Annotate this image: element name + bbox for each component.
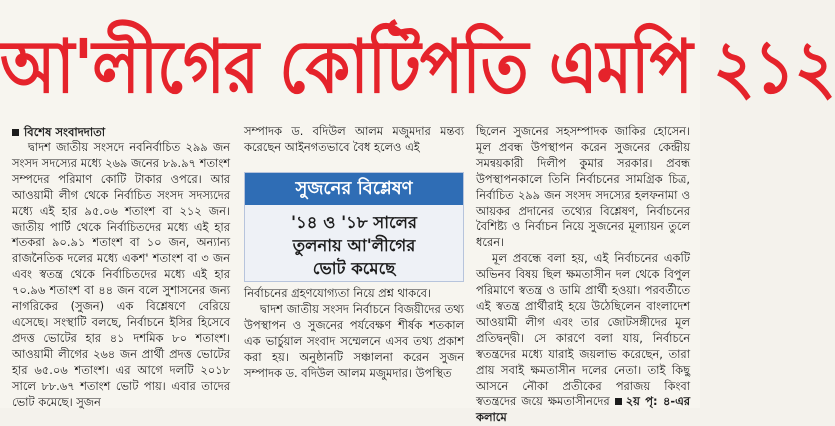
byline-text: বিশেষ সংবাদদাতা <box>24 125 106 139</box>
column-2-top-text: সম্পাদক ড. বদিউল আলম মজুমদার মন্তব্য করেছেন আইনগতভাবে বৈধ হলেও এই <box>244 124 464 154</box>
column-2-bottom <box>244 286 464 402</box>
highlight-box-title: সুজনের বিশ্লেষণ <box>245 173 463 205</box>
column-3 <box>476 124 690 425</box>
highlight-line-2: তুলনায় আ'লীগের <box>292 236 416 255</box>
highlight-box-body <box>245 205 463 280</box>
column-2-para-1: নির্বাচনের গ্রহণযোগ্যতা নিয়ে প্রশ্ন থাকবে। <box>244 286 432 300</box>
continuation-text: ২য় পৃ: ৪-এর কলামে <box>476 394 690 425</box>
byline <box>12 124 230 140</box>
column-1-text: দ্বাদশ জাতীয় সংসদে নবনির্বাচিত ২৯৯ জন সংসদ সদস্যের মধ্যে ২৬৯ জনের ৮৯.৯৭ শতাংশ সম্পদের পরিমাণ কোটি টাকার ওপরে। আর আওয়ামী লীগ থেকে নির্বাচিত সংসদ সদস্যদের মধ্যে এই হার ৯৫.০৬ শতাংশ বা ২১২ জন। জাতীয় পার্টি থেকে নির্বাচিতদের মধ্যে এই হার শতকরা ৯০.৯১ শতাংশ বা ১০ জন, অন্যান্য রাজনৈতিক দলের মধ্যে একশ' শতাংশ বা ৩ জন এবং স্বতন্ত্র থেকে নির্বাচিতদের মধ্যে এই হার ৭০.৯৬ শতাংশ বা ৪৪ জন বলে সুশাসনের জন্য নাগরিকের (সুজন) এক বিশ্লেষণে বেরিয়ে এসেছে। সংস্থাটি বলছে, নির্বাচনে ইসির হিসেবে প্রদত্ত ভোটের হার ৪১ দশমিক ৮০ শতাংশ। আওয়ামী লীগের ২৬৪ জন প্রার্থী প্রদত্ত ভোটের হার ৬৫.০৬ শতাংশ। এর আগে দলটি ২০১৮ সালে ৮৮.৬৭ শতাংশ ভোট পায়। এবার তাদের ভোট কমেছে। সুজন <box>12 140 230 409</box>
column-3-para-2 <box>476 251 690 426</box>
column-2-top <box>244 124 464 170</box>
bullet-square-icon <box>615 398 622 405</box>
bullet-square-icon <box>12 129 19 136</box>
highlight-line-3: ভোট কমেছে <box>312 259 396 278</box>
column-2-para-2: দ্বাদশ জাতীয় সংসদ নির্বাচনে বিজয়ীদের তথ্য উপস্থাপন ও সুজনের পর্যবেক্ষণ শীর্ষক শতকাল এক ভার্চুয়াল সংবাদ সম্মেলনে এসব তথ্য প্রকাশ করা হয়। অনুষ্ঠানটি সঞ্চালনা করেন সুজন সম্পাদক ড. বদিউল আলম মজুমদার। উপস্থিত <box>244 301 464 380</box>
highlight-line-1: '১৪ ও '১৮ সালের <box>291 213 417 232</box>
headline: আ'লীগের কোটিপতি এমপি ২১২ <box>0 25 835 111</box>
column-3-para-2-text: মূল প্রবন্ধে বলা হয়, এই নির্বাচনের একটি অভিনব বিষয় ছিল ক্ষমতাসীন দল থেকে বিপুল পরিমাণে স্বতন্ত্র ও ডামি প্রার্থী হওয়া। পরবর্তীতে এই স্বতন্ত্র প্রার্থীরাই হয়ে উঠেছিলেন বাংলাদেশ আওয়ামী লীগ এবং তার জোটসঙ্গীদের মূল প্রতিদ্বন্দ্বী। সে কারণে বলা যায়, নির্বাচনে স্বতন্ত্রদের মধ্যে যারাই জয়লাভ করেছেন, তারা প্রায় সবাই ক্ষমতাসীন দলের নেতা। তাই কিছু আসনে নৌকা প্রতীকের পরাজয় কিংবা স্বতন্ত্রদের জয়ে ক্ষমতাসীনদের <box>476 251 690 409</box>
highlight-box <box>244 172 464 282</box>
column-1 <box>12 124 230 409</box>
column-3-para-1: ছিলেন সুজনের সহসম্পাদক জাকির হোসেন। মূল প্রবন্ধ উপস্থাপন করেন সুজনের কেন্দ্রীয় সমন্বয়কারী দিলীপ কুমার সরকার। প্রবন্ধ উপস্থাপনকালে তিনি নির্বাচনের সামগ্রিক চিত্র, নির্বাচিত ২৯৯ জন সংসদ সদস্যের হলফনামা ও আয়কর প্রদানের তথ্যের বিশ্লেষণ, নির্বাচনের বৈশিষ্ট্য ও নির্বাচন নিয়ে সুজনের মূল্যায়ন তুলে ধরেন। <box>476 124 690 250</box>
